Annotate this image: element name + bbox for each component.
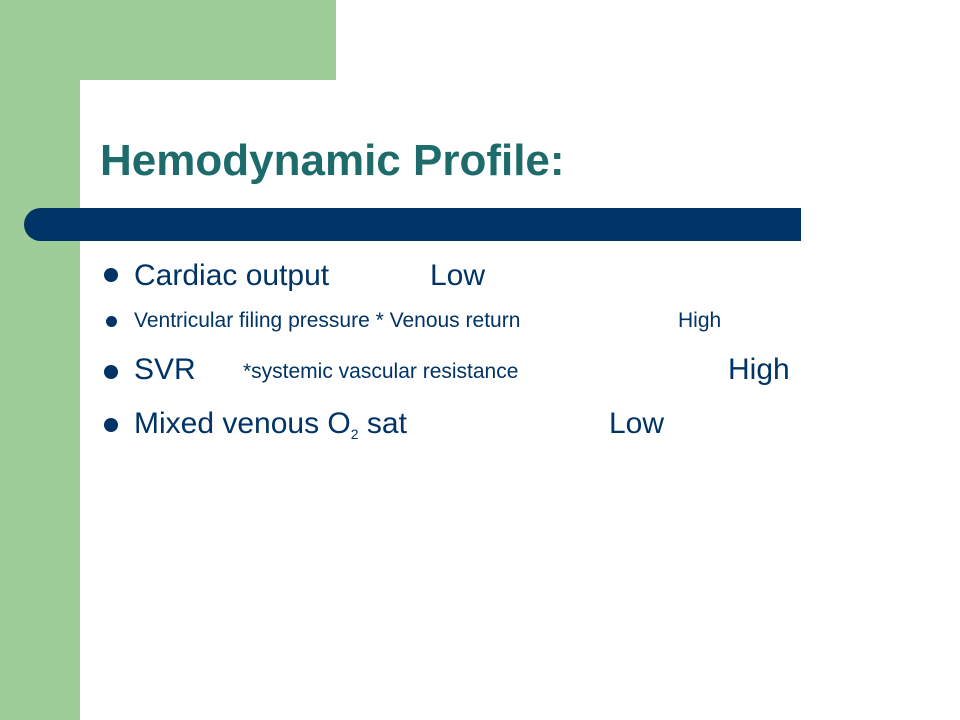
- bullet-dot-icon: [104, 268, 118, 282]
- bullet-value: Low: [430, 259, 486, 292]
- bullet-dot-icon: [104, 365, 118, 379]
- subscript-text: 2: [350, 426, 359, 442]
- left-green-band: [0, 0, 80, 720]
- slide-title: Hemodynamic Profile:: [100, 136, 565, 185]
- content-panel-corner: [80, 80, 140, 140]
- bullet-dot-icon: [104, 418, 118, 432]
- bullet-label: [134, 407, 407, 445]
- bullet-label: Ventricular filing pressure * Venous return: [134, 309, 521, 332]
- bullet-value: Low: [609, 407, 665, 440]
- bullet-label-suffix: sat: [366, 407, 407, 440]
- top-green-band: [80, 0, 336, 80]
- bullet-value: High: [678, 309, 722, 332]
- bullet-dot-icon: [106, 316, 117, 327]
- title-divider-bar: [24, 208, 801, 241]
- bullet-label: SVR: [134, 353, 196, 386]
- bullet-label: Cardiac output: [134, 259, 330, 292]
- bullet-value: High: [728, 353, 790, 386]
- bullet-label-text: Mixed venous O: [134, 407, 351, 440]
- bullet-note: *systemic vascular resistance: [243, 360, 519, 383]
